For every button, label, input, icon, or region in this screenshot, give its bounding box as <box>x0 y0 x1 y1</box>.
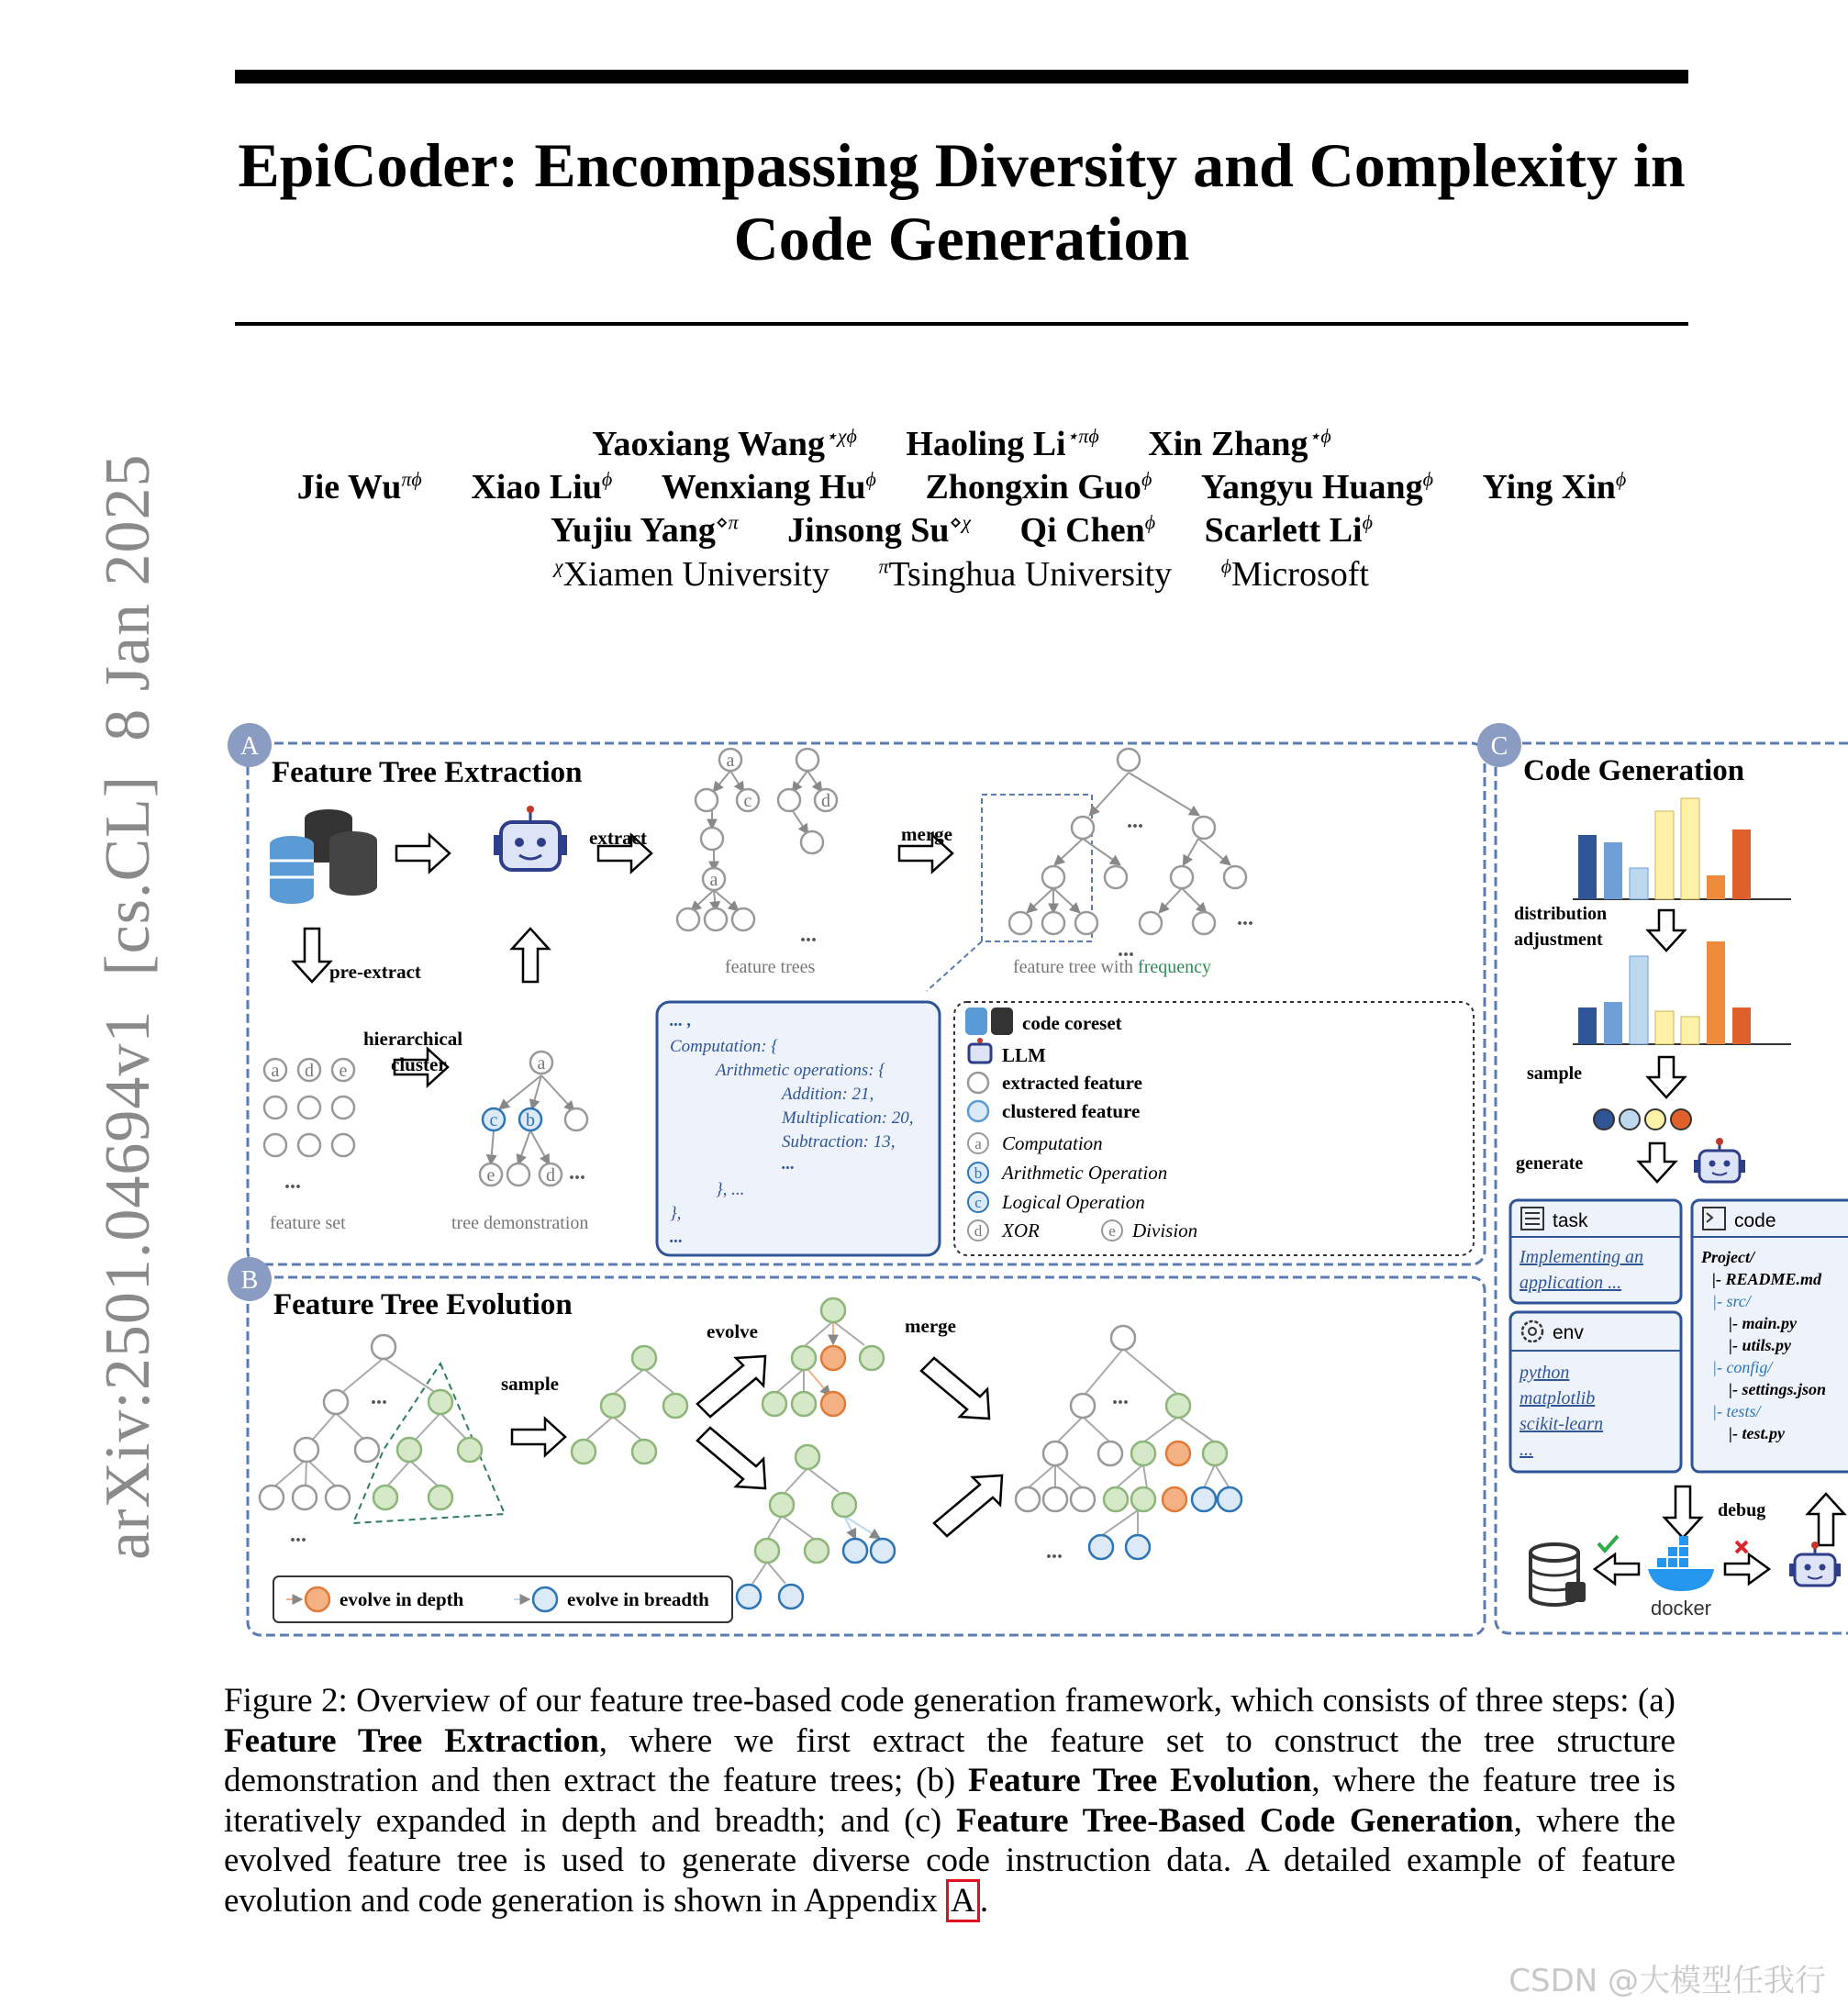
svg-text:Multiplication: 20,: Multiplication: 20, <box>782 1108 914 1128</box>
svg-text:...: ... <box>1127 809 1143 833</box>
svg-text:Addition: 21,: Addition: 21, <box>782 1085 874 1104</box>
svg-text:e: e <box>339 1061 348 1081</box>
svg-text:a: a <box>537 1053 546 1074</box>
author: Ying Xin$^\phi$ <box>1482 467 1627 507</box>
svg-text:e: e <box>1108 1222 1116 1240</box>
svg-text:python: python <box>1520 1363 1570 1383</box>
svg-text:...: ... <box>569 1161 585 1185</box>
paper-title <box>235 128 1688 275</box>
affiliation: $^\pi$Tsinghua University <box>878 554 1173 594</box>
svg-text:Division: Division <box>1132 1219 1198 1241</box>
title-line-2: Code Generation <box>733 204 1190 273</box>
label-cluster: cluster <box>391 1053 447 1075</box>
author: Jie $Wu^{\pi\phi}$ <box>296 467 422 507</box>
svg-text:|- main.py: |- main.py <box>1729 1314 1797 1332</box>
robot-icon <box>494 806 567 870</box>
framework-figure <box>220 716 1826 1652</box>
svg-text:...: ... <box>1112 1386 1129 1409</box>
label-merge-b: merge <box>905 1315 956 1337</box>
panel-c-title: Code Generation <box>1523 754 1745 787</box>
legend-evolve-depth: evolve in depth <box>340 1588 464 1610</box>
svg-text:Logical Operation: Logical Operation <box>1002 1191 1145 1213</box>
bottom-rule <box>235 322 1688 326</box>
svg-text:e: e <box>486 1165 495 1186</box>
caption-frequency-tree: feature tree with frequency <box>1013 957 1211 977</box>
legend-evolve-breadth: evolve in breadth <box>567 1588 709 1610</box>
svg-text:|- src/: |- src/ <box>1712 1292 1751 1310</box>
feature-trees <box>677 749 837 947</box>
label-pre-extract: pre-extract <box>329 961 421 983</box>
legend-clustered-icon <box>968 1101 988 1121</box>
svg-text:... ,: ... , <box>670 1011 692 1030</box>
svg-text:d: d <box>821 791 830 811</box>
svg-text:...: ... <box>1237 907 1253 930</box>
tree-demonstration <box>480 1052 587 1186</box>
distribution-bars-before <box>1573 798 1791 899</box>
label-distribution: distribution <box>1514 904 1608 924</box>
svg-text:c: c <box>743 791 752 811</box>
svg-text:|- settings.json: |- settings.json <box>1729 1380 1826 1398</box>
task-text-1: Implementing an <box>1520 1247 1643 1267</box>
label-sample-c: sample <box>1527 1063 1582 1084</box>
svg-text:matplotlib: matplotlib <box>1520 1388 1596 1408</box>
author: Zhongxin Guo$^\phi$ <box>925 467 1152 507</box>
svg-text:...: ... <box>1118 938 1134 962</box>
svg-text:Project/: Project/ <box>1701 1248 1754 1266</box>
arrow-right-icon <box>396 835 450 872</box>
svg-text:...: ... <box>670 1228 684 1247</box>
svg-text:...: ... <box>1046 1540 1063 1564</box>
author: Yaoxiang Wang$^{⋆\chi\phi}$ <box>592 424 857 463</box>
panel-c <box>1477 723 1848 1633</box>
panel-b-title: Feature Tree Evolution <box>273 1288 573 1321</box>
appendix-link[interactable]: A <box>946 1879 980 1922</box>
svg-text:Arithmetic Operation: Arithmetic Operation <box>1002 1162 1168 1184</box>
cross-icon <box>1736 1542 1747 1553</box>
svg-text:Computation: Computation <box>1002 1132 1103 1154</box>
svg-text:d: d <box>974 1222 983 1240</box>
author: Jinsong $Su^{⋄\chi}$ <box>787 510 972 550</box>
legend-clustered-feature: clustered feature <box>1002 1100 1141 1122</box>
label-evolve: evolve <box>707 1320 758 1342</box>
author: Haoling $Li^{⋆\pi\phi}$ <box>906 424 1099 463</box>
svg-text:|- tests/: |- tests/ <box>1712 1402 1761 1420</box>
panel-b-badge-letter: B <box>240 1266 259 1295</box>
svg-text:a: a <box>271 1061 280 1081</box>
sampled-features <box>1594 1109 1691 1130</box>
robot-icon <box>1789 1542 1841 1586</box>
database-icon <box>270 809 377 904</box>
caption-feature-trees: feature trees <box>725 957 816 977</box>
authors-row-1 <box>235 424 1688 464</box>
author: Wenxiang $Hu^\phi$ <box>661 467 876 507</box>
svg-text:c: c <box>489 1110 498 1130</box>
sampled-subtree <box>572 1346 687 1464</box>
affiliations <box>235 554 1688 595</box>
svg-text:a: a <box>709 870 718 890</box>
robot-icon <box>1694 1138 1745 1182</box>
arrow-down-icon <box>294 929 330 982</box>
arrow-down-right-icon <box>921 1358 989 1419</box>
svg-text:...: ... <box>371 1386 387 1409</box>
arrow-up-icon <box>1808 1494 1844 1545</box>
task-text-2: application ... <box>1520 1273 1622 1293</box>
svg-text:d: d <box>546 1165 555 1186</box>
docker-icon <box>1648 1536 1714 1591</box>
label-debug: debug <box>1718 1500 1766 1520</box>
panel-c-badge-letter: C <box>1490 732 1508 761</box>
panel-a <box>228 723 1485 1264</box>
check-icon <box>1598 1536 1618 1551</box>
authors-row-2 <box>235 467 1688 507</box>
author: Yujiu Yang$^{⋄\pi}$ <box>550 510 739 550</box>
svg-text:|- README.md: |- README.md <box>1712 1270 1821 1288</box>
depth-evolved-tree <box>763 1298 884 1416</box>
label-hierarchical: hierarchical <box>363 1028 463 1050</box>
svg-text:...: ... <box>290 1523 306 1547</box>
svg-text:d: d <box>305 1061 314 1081</box>
breadth-legend-node <box>533 1587 557 1611</box>
author: Xiao Liu$^\phi$ <box>471 467 613 507</box>
svg-text:Arithmetic operations: {: Arithmetic operations: { <box>716 1061 885 1080</box>
svg-text:...: ... <box>1520 1440 1533 1460</box>
legend-extracted-icon <box>968 1073 988 1093</box>
legend-llm: LLM <box>1002 1044 1046 1066</box>
arrow-left-icon <box>1595 1554 1639 1584</box>
task-header: task <box>1553 1210 1588 1231</box>
svg-text:|- test.py: |- test.py <box>1729 1424 1785 1442</box>
arrow-right-icon <box>1725 1554 1769 1584</box>
arrow-down-icon <box>1664 1486 1701 1538</box>
ellipsis: ... <box>284 1170 301 1194</box>
svg-text:},: }, <box>670 1204 682 1223</box>
svg-text:b: b <box>974 1164 983 1182</box>
merged-evolved-tree <box>1016 1326 1241 1564</box>
panel-a-badge-letter: A <box>239 732 260 761</box>
arrow-down-icon <box>1639 1143 1675 1182</box>
arrow-up-right-icon <box>934 1475 1002 1536</box>
panel-b <box>228 1257 1485 1635</box>
label-adjustment: adjustment <box>1514 930 1603 950</box>
source-tree <box>260 1335 505 1547</box>
svg-text:XOR: XOR <box>1002 1219 1040 1241</box>
legend-extracted-feature: extracted feature <box>1002 1072 1142 1094</box>
panel-a-legend-box <box>954 1002 1474 1255</box>
database-check-icon <box>1531 1544 1586 1605</box>
arrow-up-right-icon <box>697 1356 765 1417</box>
arxiv-side-stamp: arXiv:2501.04694v1 [cs.CL] 8 Jan 2025 <box>93 453 163 1560</box>
top-rule <box>235 70 1688 83</box>
svg-text:a: a <box>726 751 735 771</box>
caption-feature-set: feature set <box>270 1213 346 1233</box>
svg-text:b: b <box>526 1110 535 1130</box>
arrow-down-icon <box>1648 910 1685 951</box>
label-extract: extract <box>589 827 647 849</box>
svg-text:Subtraction: 13,: Subtraction: 13, <box>782 1132 896 1152</box>
arrow-down-icon <box>1648 1057 1685 1097</box>
docker-label: docker <box>1650 1597 1712 1620</box>
arrow-down-right-icon <box>697 1428 765 1488</box>
depth-legend-node <box>306 1587 329 1611</box>
arrow-right-icon <box>512 1419 565 1455</box>
author: Qi Chen$^\phi$ <box>1019 510 1156 550</box>
author: Xin Zhang$^{⋆\phi}$ <box>1148 424 1331 463</box>
title-line-1: EpiCoder: Encompassing Diversity and Complexity in <box>238 130 1686 200</box>
svg-text:a: a <box>974 1135 982 1152</box>
svg-text:}, ...: }, ... <box>716 1180 745 1199</box>
authors-row-3 <box>235 510 1688 551</box>
code-header: code <box>1734 1210 1776 1231</box>
svg-text:|- config/: |- config/ <box>1712 1358 1773 1376</box>
watermark: CSDN @大模型任我行 <box>1508 1963 1826 1999</box>
label-generate: generate <box>1516 1153 1584 1174</box>
author: Scarlett $Li^\phi$ <box>1204 510 1374 550</box>
env-header: env <box>1553 1322 1584 1343</box>
svg-text:scikit-learn: scikit-learn <box>1520 1414 1604 1434</box>
svg-text:Computation: {: Computation: { <box>670 1037 778 1056</box>
svg-text:...: ... <box>782 1154 796 1174</box>
affiliation: $^\chi$Xiamen University <box>554 554 829 594</box>
svg-text:|- utils.py: |- utils.py <box>1729 1336 1791 1354</box>
figure-caption: Figure 2: Overview of our feature tree-based code generation framework, which consists of three steps: (a) Feature Tree Extraction, where we first extract the feature set to construct the tree structure demonstration and then extract the feature trees; (b) Feature Tree Evolution, where the feature tree is iteratively expanded in depth and breadth; and (c) Feature Tree-Based Code Generation, where the evolved feature tree is used to generate diverse code instruction data. A detailed example of feature evolution and code generation is shown in Appendix A . <box>224 1681 1675 1920</box>
svg-text:...: ... <box>800 923 817 947</box>
frequency-tree <box>927 749 1253 991</box>
distribution-bars-after <box>1573 941 1791 1044</box>
author: Yangyu Huang$^\phi$ <box>1200 467 1434 507</box>
caption-tree-demonstration: tree demonstration <box>451 1213 589 1233</box>
affiliation: $^\phi$Microsoft <box>1220 554 1369 594</box>
legend-code-coreset: code coreset <box>1022 1012 1122 1034</box>
label-sample-b: sample <box>501 1373 559 1395</box>
svg-text:c: c <box>974 1194 982 1211</box>
label-merge: merge <box>901 823 952 845</box>
panel-a-title: Feature Tree Extraction <box>272 756 583 789</box>
arrow-up-icon <box>512 929 549 982</box>
